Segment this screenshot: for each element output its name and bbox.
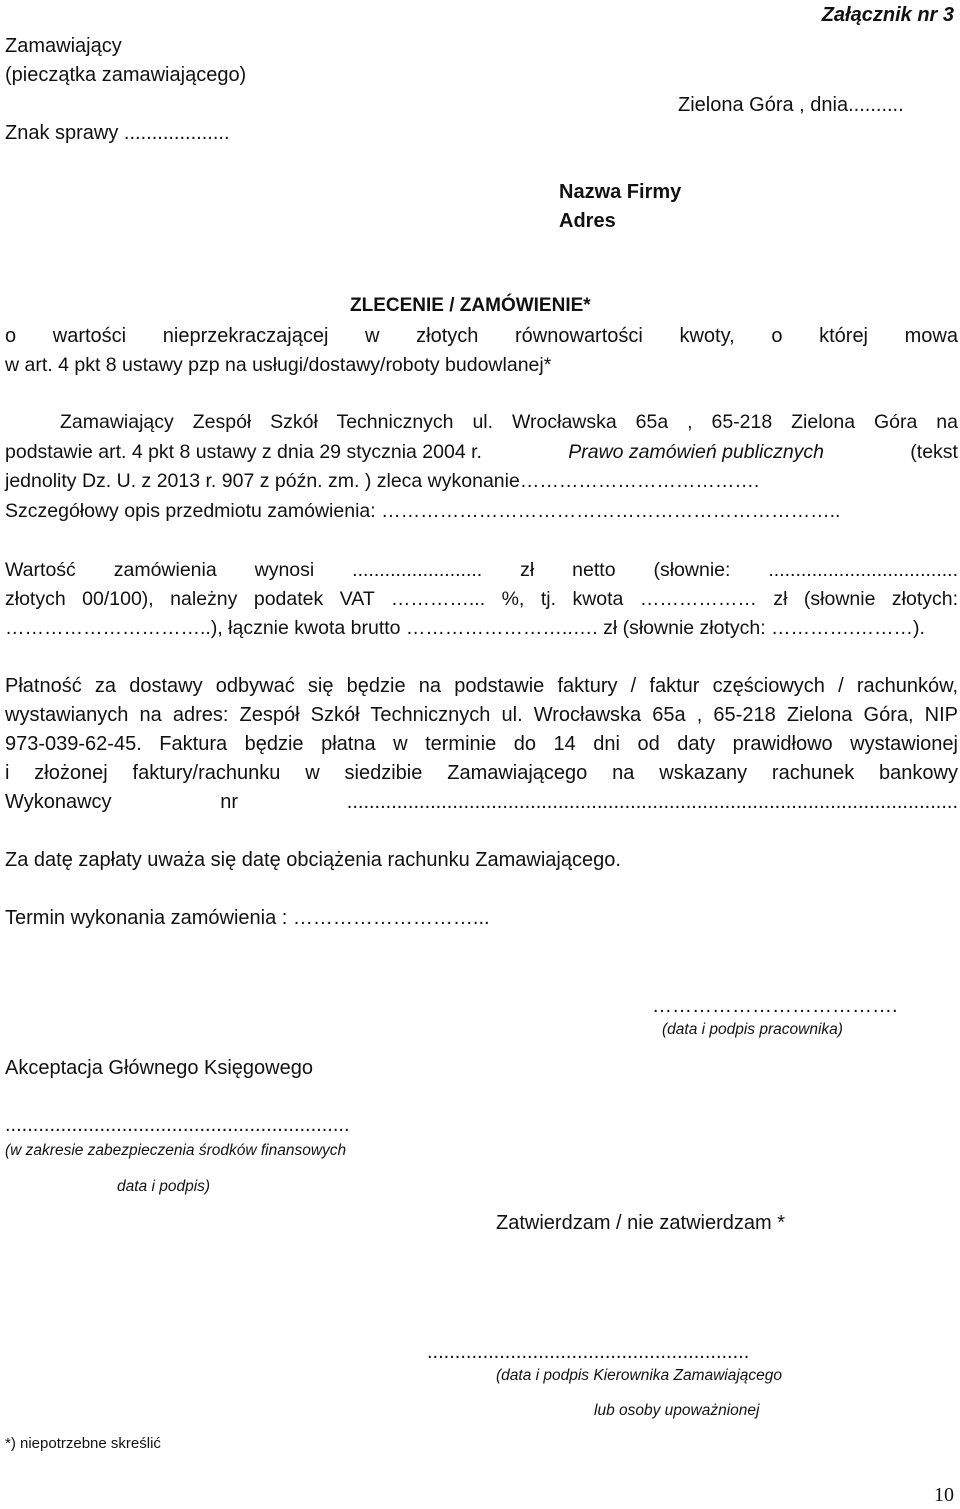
footnote: *) niepotrzebne skreślić [5,1435,161,1452]
stamp-label: (pieczątka zamawiającego) [5,64,247,86]
accountant-caption-1: (w zakresie zabezpieczenia środków finansowych [5,1142,347,1159]
head-signature-dots: .......................................................... [427,1341,750,1363]
order-paragraph-line-3: jednolity Dz. U. z 2013 r. 907 z późn. zm. ) zleca wykonanie………………………………. [5,470,760,492]
order-paragraph-line-2 [5,441,958,464]
approval-label: Zatwierdzam / nie zatwierdzam * [496,1212,785,1234]
case-sign: Znak sprawy ................... [5,122,230,144]
payment-line-5: Wykonawcy nr .............................................................................................................. [5,791,958,813]
value-line-1: Wartość zamówienia wynosi ........................ zł netto (słownie: ................................... [5,559,958,581]
accountant-caption-2: data i podpis) [117,1178,211,1195]
payment-line-4: i złożonej faktury/rachunku w siedzibie Zamawiającego na wskazany rachunek bankowy [5,762,958,784]
value-line-3: …………………………..), łącznie kwota brutto ……………………..…. zł (słownie złotych: ………….………). [5,617,925,639]
order-paragraph-line-4: Szczegółowy opis przedmiotu zamówienia: …………………………………………………………….. [5,500,841,522]
orderer-label: Zamawiający [5,35,122,57]
accountant-signature-dots: .............................................................. [5,1114,350,1136]
order-paragraph-line-1: Zamawiający Zespół Szkół Technicznych ul. Wrocławska 65a , 65-218 Zielona Góra na [60,411,958,433]
title-line-2: w art. 4 pkt 8 ustawy pzp na usługi/dostawy/roboty budowlanej* [5,354,552,376]
payment-date-note: Za datę zapłaty uważa się datę obciążenia rachunku Zamawiającego. [5,849,621,871]
title-line-1: o wartości nieprzekraczającej w złotych równowartości kwoty, o której mowa [5,325,958,347]
legal-basis-text: podstawie art. 4 pkt 8 ustawy z dnia 29 stycznia 2004 r. [5,441,482,463]
page-number: 10 [934,1484,954,1506]
head-caption-1: (data i podpis Kierownika Zamawiającego [496,1367,783,1384]
payment-line-2: wystawianych na adres: Zespół Szkół Technicznych ul. Wrocławska 65a , 65-218 Zielona Góra, NIP [5,704,958,726]
recipient-company: Nazwa Firmy [559,181,682,203]
recipient-address: Adres [559,210,616,232]
value-line-2: złotych 00/100), należny podatek VAT …………... %, tj. kwota ……………… zł (słownie złotych: [5,588,958,610]
head-caption-2: lub osoby upoważnionej [594,1402,760,1419]
worker-signature-dots: ………………………………. [652,995,898,1017]
deadline-line: Termin wykonania zamówienia : ………………………... [5,907,490,929]
city-date: Zielona Góra , dnia.......... [678,94,904,116]
payment-line-1: Płatność za dostawy odbywać się będzie na podstawie faktury / faktur częściowych / rachunków, [5,675,958,697]
accountant-label: Akceptacja Głównego Księgowego [5,1057,313,1079]
annex-label: Załącznik nr 3 [821,4,954,26]
worker-signature-caption: (data i podpis pracownika) [662,1021,843,1038]
law-name: Prawo zamówień publicznych [568,441,825,463]
payment-line-3: 973-039-62-45. Faktura będzie płatna w terminie do 14 dni od daty prawidłowo wystawionej [5,733,958,755]
document-title: ZLECENIE / ZAMÓWIENIE* [350,295,591,316]
legal-basis-end: (tekst [910,441,958,463]
